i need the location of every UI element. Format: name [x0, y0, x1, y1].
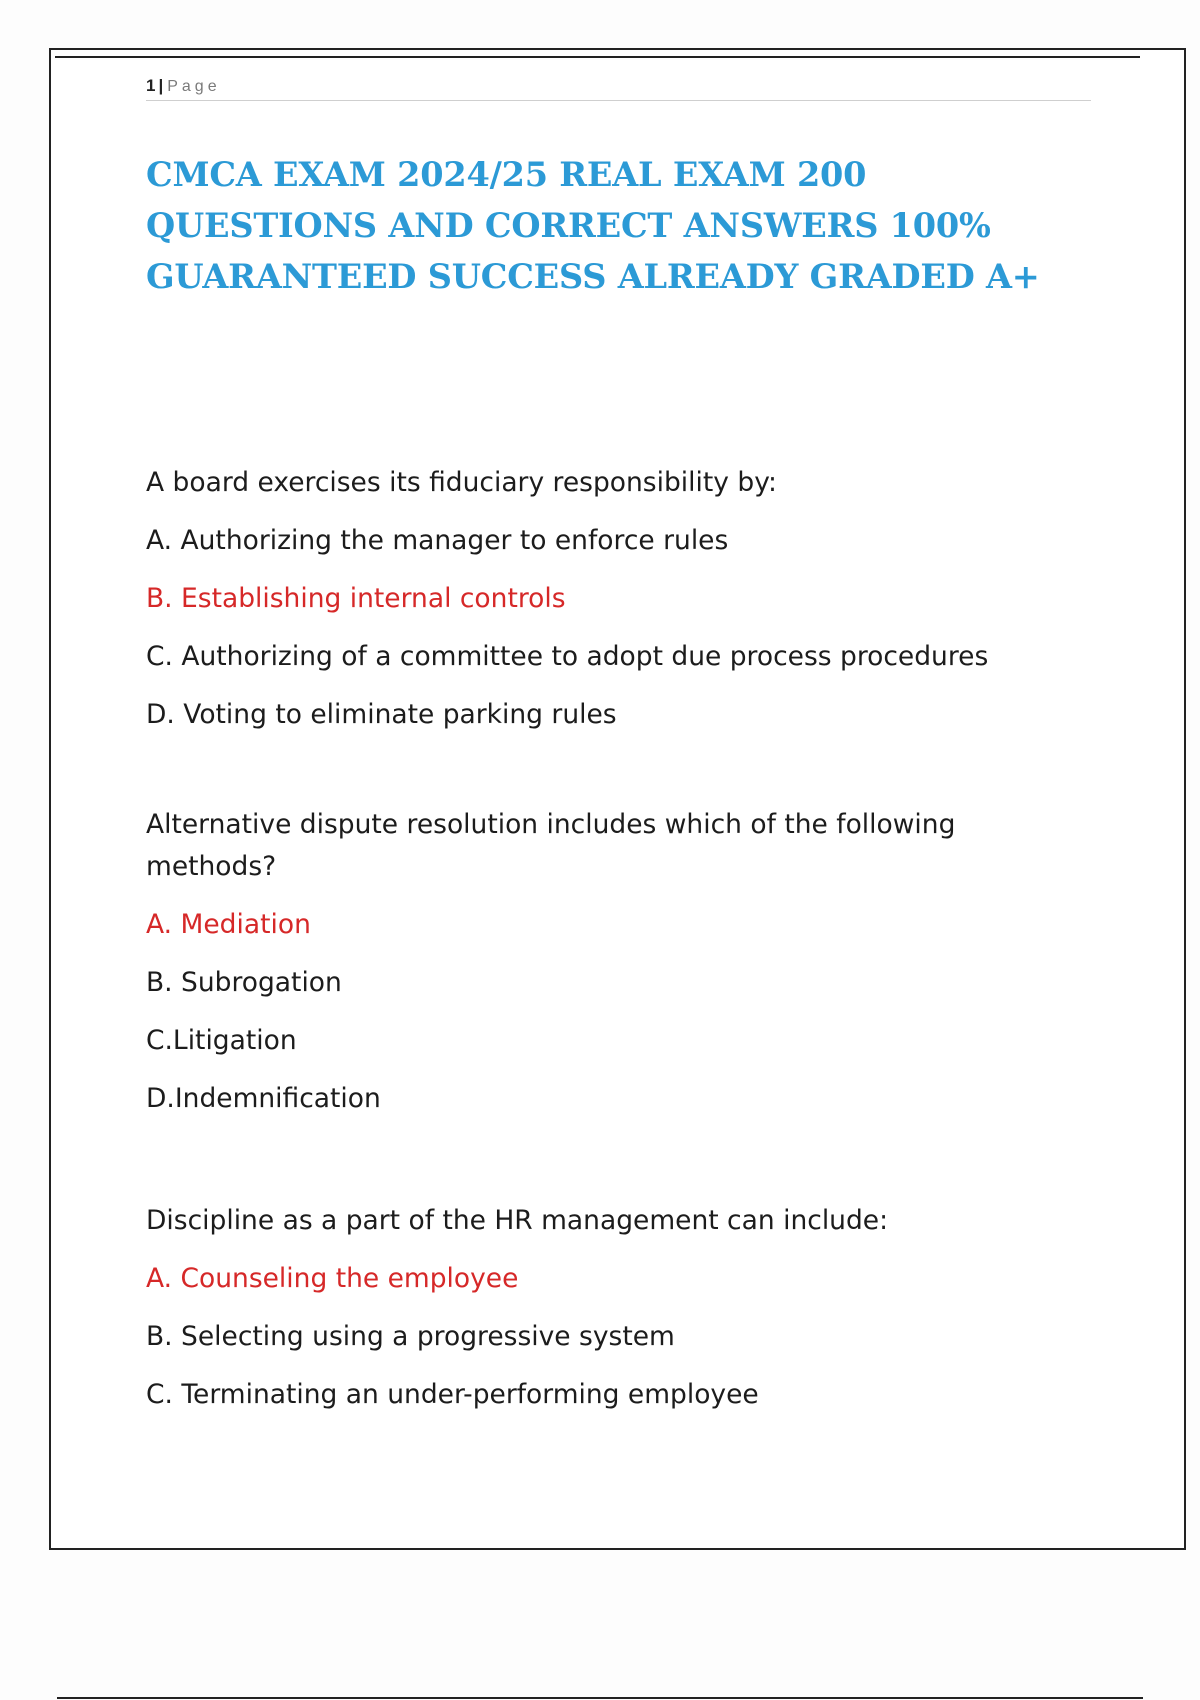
question-3 — [146, 1200, 888, 1424]
page-number: 1 — [146, 76, 156, 95]
answer-option-a-correct: A. Counseling the employee — [146, 1263, 519, 1294]
answer-option-c: C. Authorizing of a committee to adopt due process procedures — [146, 641, 989, 672]
answer-option-d: D. Voting to eliminate parking rules — [146, 699, 617, 730]
answer-option-a-correct: A. Mediation — [146, 909, 311, 940]
question-text: A board exercises its fiduciary responsibility by: — [146, 467, 777, 498]
question-text: Alternative dispute resolution includes which of the following methods? — [146, 809, 956, 882]
document-title: CMCA EXAM 2024/25 REAL EXAM 200 QUESTIONS AND CORRECT ANSWERS 100% GUARANTEED SUCCESS ALREADY GRADED A+ — [146, 155, 1040, 296]
answer-option-b-correct: B. Establishing internal controls — [146, 583, 566, 614]
page-separator: | — [158, 76, 164, 95]
answer-option-b: B. Subrogation — [146, 967, 342, 998]
page-label: Page — [167, 78, 221, 95]
answer-option-b: B. Selecting using a progressive system — [146, 1321, 675, 1352]
question-1 — [146, 462, 988, 744]
question-text: Discipline as a part of the HR management can include: — [146, 1205, 889, 1236]
header-top-rule — [55, 56, 1140, 58]
page-header — [146, 76, 1091, 101]
question-2 — [146, 804, 1076, 1128]
answer-option-c: C. Terminating an under-performing employee — [146, 1379, 759, 1410]
next-page-top-rule — [57, 1697, 1143, 1699]
answer-option-d: D.Indemnification — [146, 1083, 381, 1114]
answer-option-a: A. Authorizing the manager to enforce rules — [146, 525, 729, 556]
page-frame — [49, 48, 1186, 1550]
answer-option-c: C.Litigation — [146, 1025, 297, 1056]
